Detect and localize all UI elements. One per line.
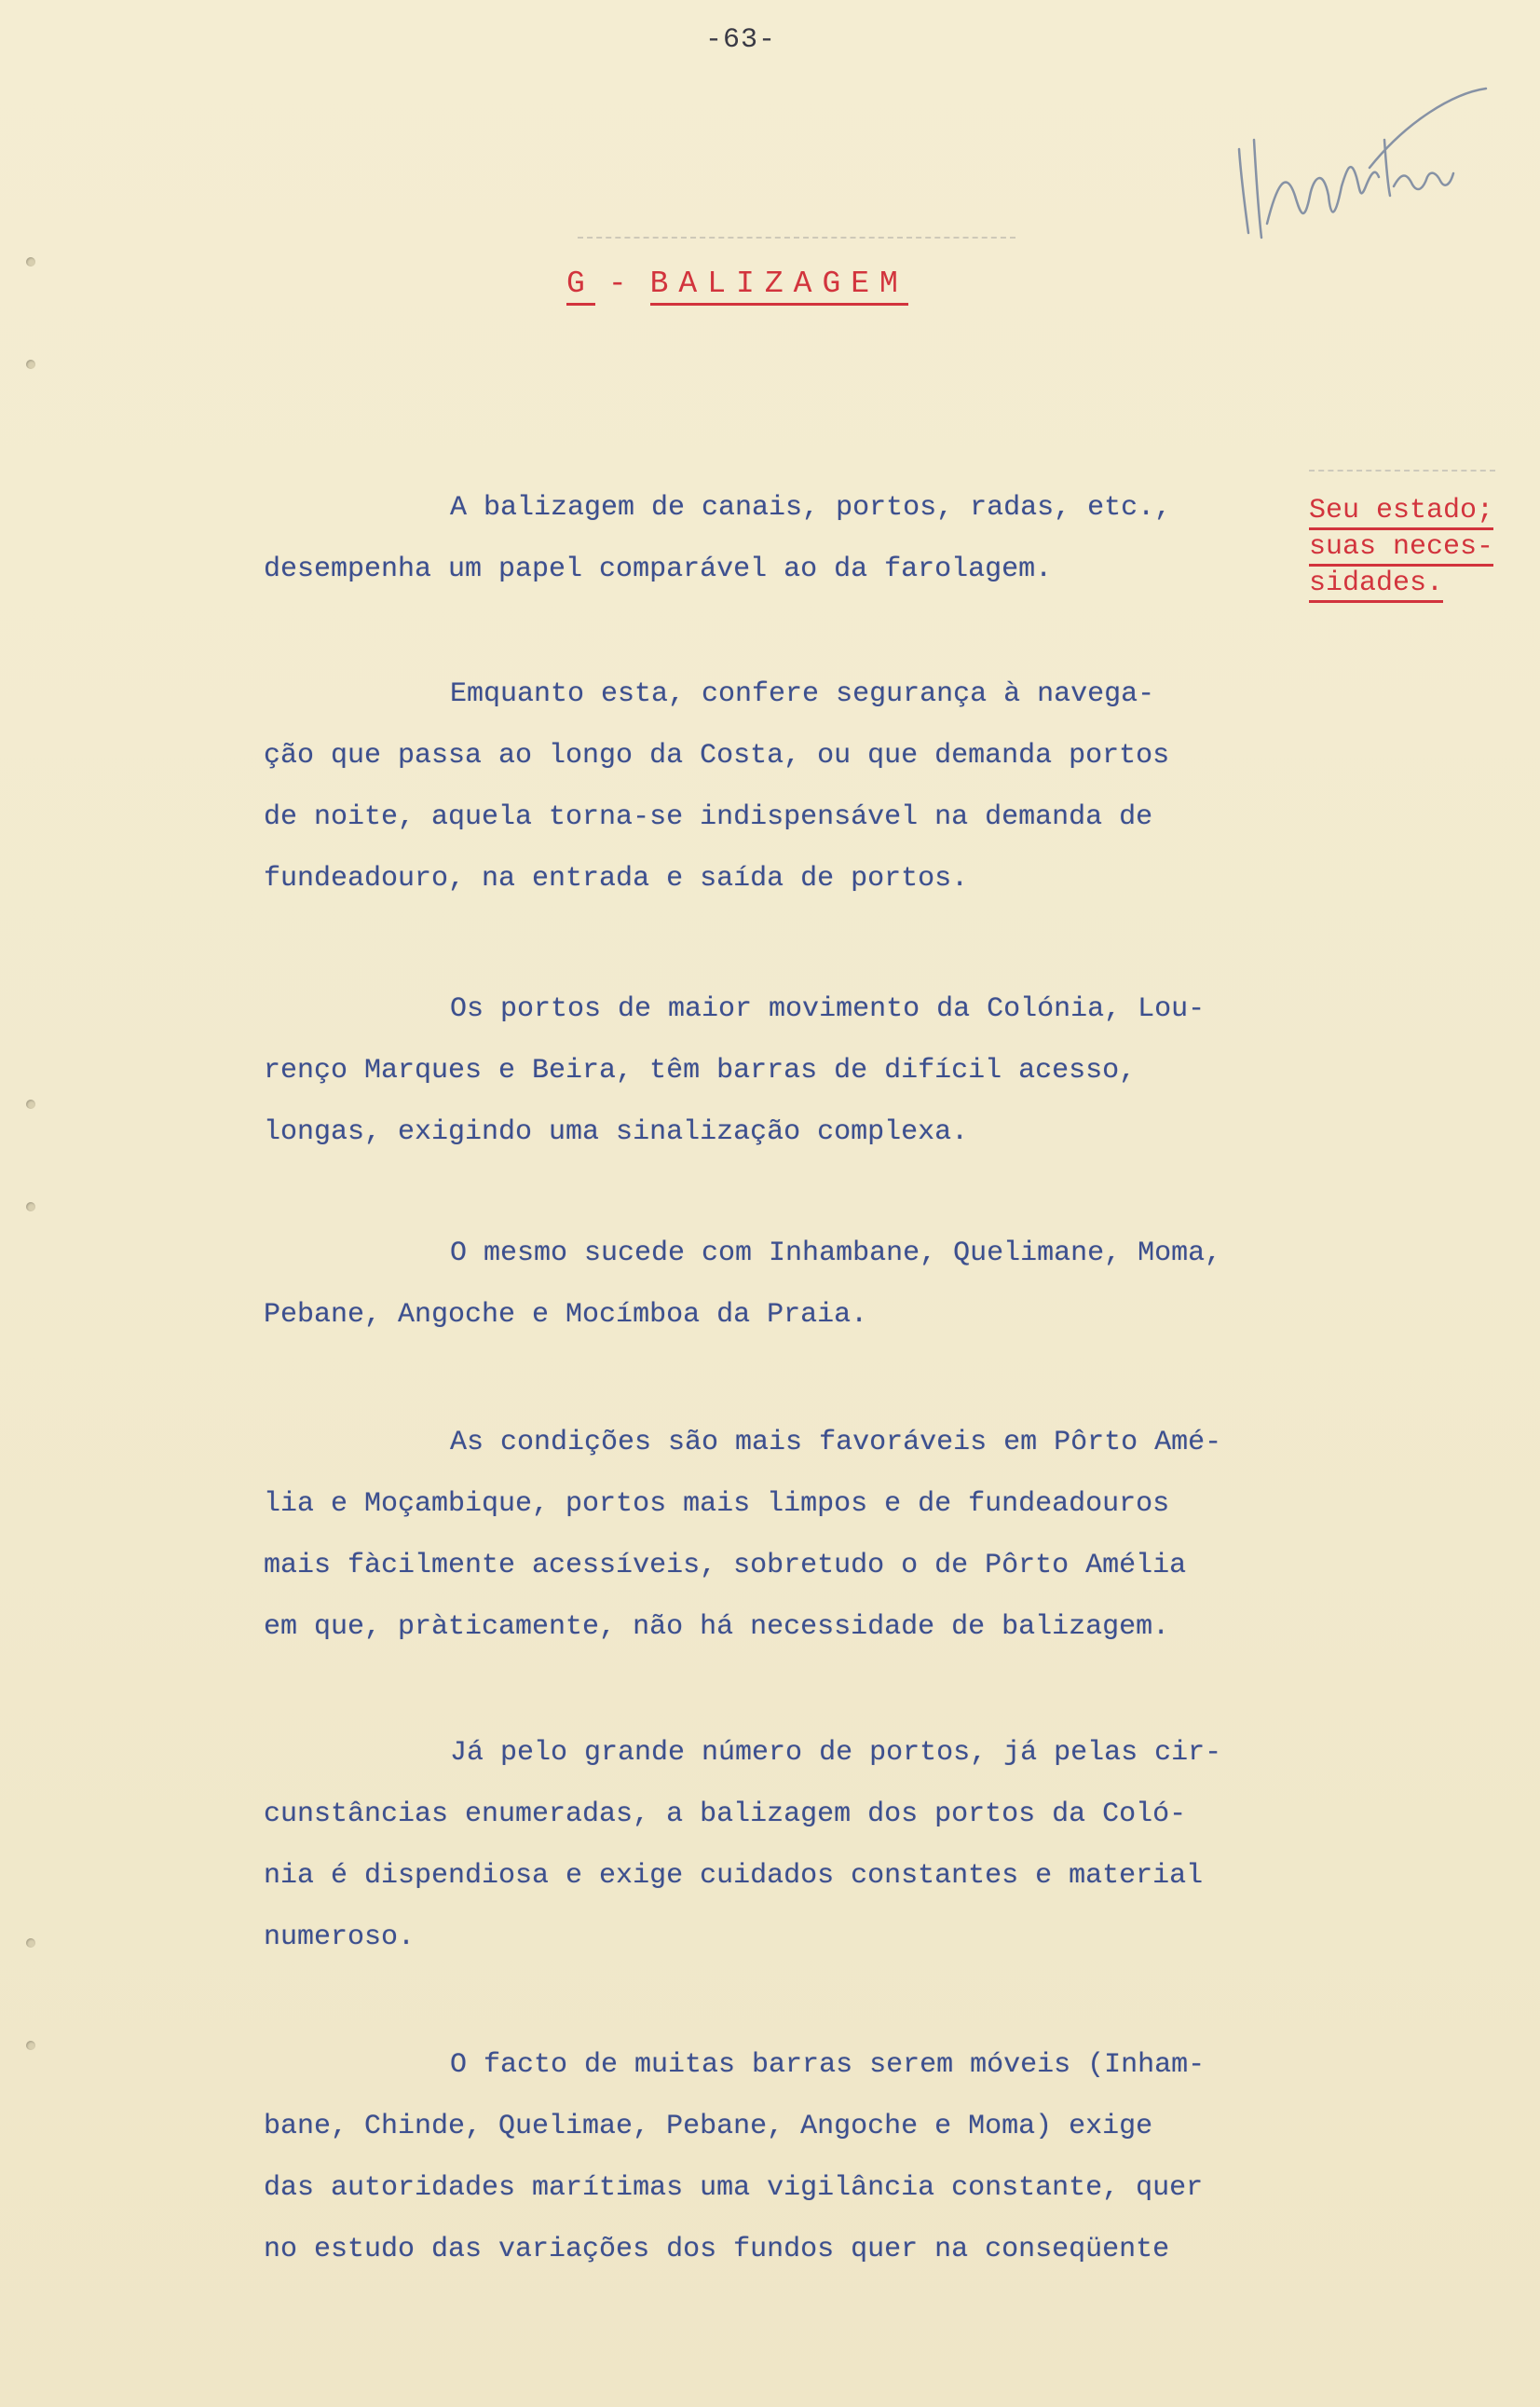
paragraph-7 <box>264 2034 1316 2280</box>
paragraph-5 <box>264 1412 1316 1658</box>
text-line: fundeadouro, na entrada e saída de portos. <box>264 863 969 895</box>
paragraph-6 <box>264 1722 1316 1968</box>
text-line: A balizagem de canais, portos, radas, etc., <box>450 492 1172 524</box>
text-line: de noite, aquela torna-se indispensável na demanda de <box>264 801 1153 833</box>
margin-note-line: suas neces- <box>1309 530 1493 567</box>
punch-hole <box>26 1938 35 1948</box>
text-line: O mesmo sucede com Inhambane, Quelimane, Moma, <box>450 1238 1222 1269</box>
margin-note <box>1309 494 1523 603</box>
text-line: em que, pràticamente, não há necessidade de balizagem. <box>264 1611 1170 1643</box>
punch-hole <box>26 360 35 369</box>
punch-hole <box>26 1100 35 1109</box>
section-dash: - <box>607 267 637 301</box>
section-heading <box>566 267 908 301</box>
text-line: Emquanto esta, confere segurança à navega- <box>450 678 1155 710</box>
margin-note-line: sidades. <box>1309 567 1443 603</box>
heading-underline-marks <box>578 237 1015 246</box>
handwritten-signature <box>1220 84 1491 252</box>
section-title: BALIZAGEM <box>650 267 908 306</box>
punch-hole <box>26 257 35 267</box>
text-line: Pebane, Angoche e Mocímboa da Praia. <box>264 1299 868 1331</box>
text-line: no estudo das variações dos fundos quer na conseqüente <box>264 2234 1170 2265</box>
text-line: O facto de muitas barras serem móveis (Inham- <box>450 2049 1206 2081</box>
paragraph-1 <box>264 477 1316 600</box>
text-line: longas, exigindo uma sinalização complexa. <box>264 1116 969 1148</box>
text-line: nia é dispendiosa e exige cuidados constantes e material <box>264 1860 1204 1892</box>
text-line: renço Marques e Beira, têm barras de difícil acesso, <box>264 1055 1137 1087</box>
paragraph-4 <box>264 1223 1316 1346</box>
page-number: -63- <box>704 24 776 56</box>
text-line: ção que passa ao longo da Costa, ou que demanda portos <box>264 740 1170 772</box>
text-line: desempenha um papel comparável ao da farolagem. <box>264 554 1053 585</box>
text-line: bane, Chinde, Quelimae, Pebane, Angoche e Moma) exige <box>264 2111 1153 2142</box>
text-line: mais fàcilmente acessíveis, sobretudo o de Pôrto Amélia <box>264 1550 1187 1581</box>
margin-note-marks <box>1309 470 1495 472</box>
text-line: cunstâncias enumeradas, a balizagem dos portos da Coló- <box>264 1798 1187 1830</box>
paragraph-3 <box>264 978 1316 1163</box>
margin-note-line: Seu estado; <box>1309 494 1493 530</box>
text-line: numeroso. <box>264 1921 416 1953</box>
text-line: Os portos de maior movimento da Colónia, Lou- <box>450 993 1206 1025</box>
text-line: Já pelo grande número de portos, já pelas cir- <box>450 1737 1222 1769</box>
section-letter: G <box>566 267 595 306</box>
text-line: As condições são mais favoráveis em Pôrto Amé- <box>450 1427 1222 1458</box>
punch-hole <box>26 2041 35 2050</box>
paragraph-2 <box>264 663 1316 909</box>
text-line: das autoridades marítimas uma vigilância constante, quer <box>264 2172 1204 2204</box>
punch-hole <box>26 1202 35 1211</box>
text-line: lia e Moçambique, portos mais limpos e de fundeadouros <box>264 1488 1170 1520</box>
